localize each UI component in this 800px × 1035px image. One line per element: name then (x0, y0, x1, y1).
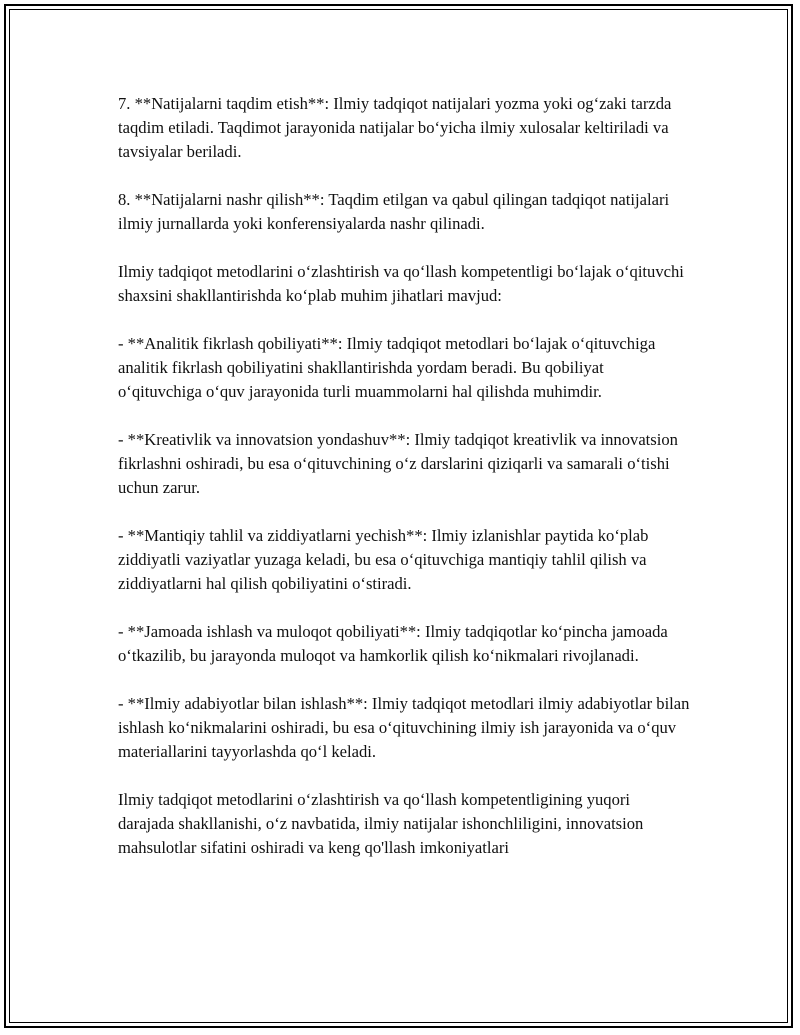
list-item-kreativlik: - **Kreativlik va innovatsion yondashuv**: Ilmiy tadqiqot kreativlik va innovatsion fikrlashni oshiradi, bu esa o‘qituvchining o‘z darslarini qiziqarli va samarali o‘tishi uchun zarur. (118, 430, 678, 497)
paragraph-intro: Ilmiy tadqiqot metodlarini o‘zlashtirish va qo‘llash kompetentligi bo‘lajak o‘qituvchi shaxsini shakllantirishda ko‘plab muhim jihatlari mavjud: (118, 262, 684, 305)
list-item-adabiyotlar: - **Ilmiy adabiyotlar bilan ishlash**: Ilmiy tadqiqot metodlari ilmiy adabiyotlar bilan ishlash ko‘nikmalarini oshiradi, bu esa o‘qituvchining ilmiy ish jarayonida va o‘quv materiallarini tayyorlashda qo‘l keladi. (118, 694, 690, 761)
paragraph-conclusion: Ilmiy tadqiqot metodlarini o‘zlashtirish va qo‘llash kompetentligining yuqori darajada shakllanishi, o‘z navbatida, ilmiy natijalar ishonchliligini, innovatsion mahsulotlar sifatini oshiradi va keng qo'llash imkoniyatlari (118, 790, 644, 857)
document-body (118, 92, 690, 860)
paragraph-step-7: 7. **Natijalarni taqdim etish**: Ilmiy tadqiqot natijalari yozma yoki og‘zaki tarzda taqdim etiladi. Taqdimot jarayonida natijalar bo‘yicha ilmiy xulosalar keltiriladi va tavsiyalar beriladi. (118, 94, 672, 161)
list-item-analitik: - **Analitik fikrlash qobiliyati**: Ilmiy tadqiqot metodlari bo‘lajak o‘qituvchiga analitik fikrlash qobiliyatini shakllantirishda yordam beradi. Bu qobiliyat o‘qituvchiga o‘quv jarayonida turli muammolarni hal qilishda muhimdir. (118, 334, 656, 401)
list-item-jamoada: - **Jamoada ishlash va muloqot qobiliyati**: Ilmiy tadqiqotlar ko‘pincha jamoada o‘tkazilib, bu jarayonda muloqot va hamkorlik qilish ko‘nikmalari rivojlanadi. (118, 622, 668, 665)
list-item-mantiqiy: - **Mantiqiy tahlil va ziddiyatlarni yechish**: Ilmiy izlanishlar paytida ko‘plab ziddiyatli vaziyatlar yuzaga keladi, bu esa o‘qituvchiga mantiqiy tahlil qilish va ziddiyatlarni hal qilish qobiliyatini o‘stiradi. (118, 526, 649, 593)
paragraph-step-8: 8. **Natijalarni nashr qilish**: Taqdim etilgan va qabul qilingan tadqiqot natijalari ilmiy jurnallarda yoki konferensiyalarda nashr qilinadi. (118, 190, 670, 233)
